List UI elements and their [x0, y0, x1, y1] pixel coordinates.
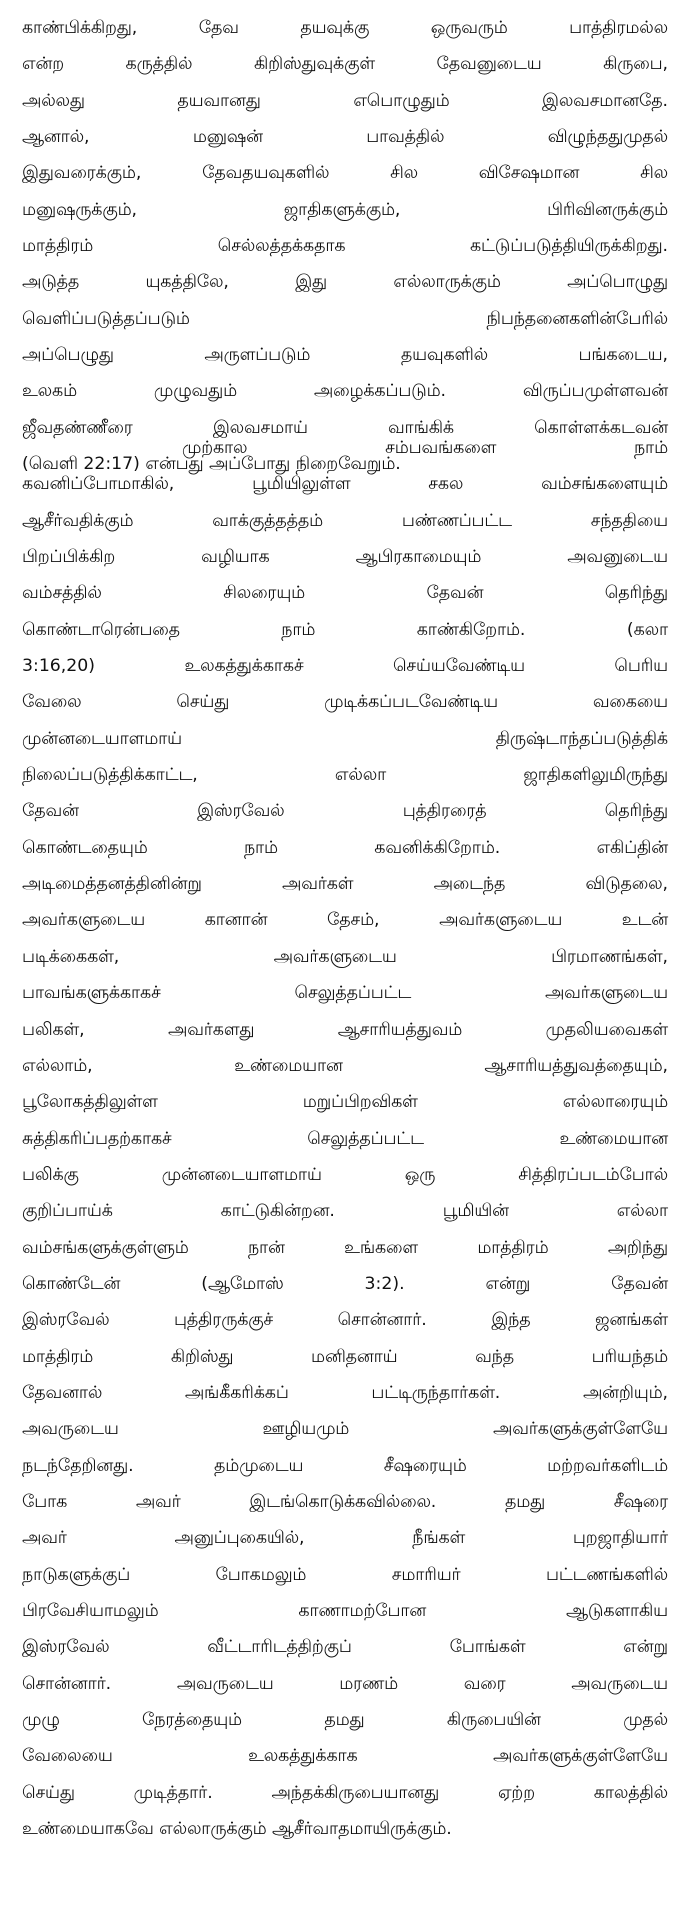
- text-line: அவருடைய ஊழியமும் அவர்களுக்குள்ளேயே: [22, 1419, 668, 1440]
- text-line: கொண்டாரென்பதை நாம் காண்கிறோம். (கலா: [22, 619, 668, 640]
- paragraph-2: [22, 430, 668, 1847]
- text-line: நாடுகளுக்குப் போகமலும் சமாரியர் பட்டணங்களில்: [22, 1564, 668, 1585]
- text-line: என்ற கருத்தில் கிறிஸ்துவுக்குள் தேவனுடைய கிருபை,: [22, 54, 668, 75]
- text-line: ஜீவதண்ணீரை இலவசமாய் வாங்கிக் கொள்ளக்கடவன்: [22, 417, 668, 438]
- text-line: சுத்திகரிப்பதற்காகச் செலுத்தப்பட்ட உண்மையான: [22, 1128, 668, 1149]
- paragraph-1: [22, 10, 668, 482]
- text-line: செய்து முடித்தார். அந்தக்கிருபையானது ஏற்ற காலத்தில்: [22, 1782, 668, 1803]
- text-line: உலகம் முழுவதும் அழைக்கப்படும். விருப்பமுள்ளவன்: [22, 381, 668, 402]
- text-line: ஆசீர்வதிக்கும் வாக்குத்தத்தம் பண்ணப்பட்ட சந்ததியை: [22, 510, 668, 531]
- text-line: வம்சங்களுக்குள்ளும் நான் உங்களை மாத்திரம் அறிந்து: [22, 1237, 668, 1258]
- text-line: அல்லது தயவானது எபொழுதும் இலவசமானதே.: [22, 90, 668, 111]
- text-line: பூலோகத்திலுள்ள மறுப்பிறவிகள் எல்லாரையும்: [22, 1092, 668, 1113]
- text-line: பலிகள், அவர்களது ஆசாரியத்துவம் முதலியவைகள்: [22, 1019, 668, 1040]
- text-line: 3:16,20) உலகத்துக்காகச் செய்யவேண்டிய பெரிய: [22, 656, 668, 677]
- text-line: கவனிப்போமாகில், பூமியிலுள்ள சகல வம்சங்களையும்: [22, 474, 668, 495]
- text-line: குறிப்பாய்க் காட்டுகின்றன. பூமியின் எல்லா: [22, 1201, 668, 1222]
- text-line: அடிமைத்தனத்தினின்று அவர்கள் அடைந்த விடுதலை,: [22, 874, 668, 895]
- text-line: வம்சத்தில் சிலரையும் தேவன் தெரிந்து: [22, 583, 668, 604]
- text-line: இஸ்ரவேல் புத்திரருக்குச் சொன்னார். இந்த ஜனங்கள்: [22, 1310, 668, 1331]
- text-line: மாத்திரம் கிறிஸ்து மனிதனாய் வந்த பரியந்தம்: [22, 1346, 668, 1367]
- text-line: வேலையை உலகத்துக்காக அவர்களுக்குள்ளேயே: [22, 1746, 668, 1767]
- text-line: இதுவரைக்கும், தேவதயவுகளில் சில விசேஷமான சில: [22, 163, 668, 184]
- text-line: அவர் அனுப்புகையில், நீங்கள் புறஜாதியார்: [22, 1528, 668, 1549]
- text-line: தேவன் இஸ்ரவேல் புத்திரரைத் தெரிந்து: [22, 801, 668, 822]
- text-line: ஆனால், மனுஷன் பாவத்தில் விழுந்ததுமுதல்: [22, 127, 668, 148]
- text-line: உண்மையாகவே எல்லாருக்கும் ஆசீர்வாதமாயிருக்கும்.: [22, 1819, 452, 1840]
- text-line: கொண்டதையும் நாம் கவனிக்கிறோம். எகிப்தின்: [22, 837, 668, 858]
- text-line: முற்கால சம்பவங்களை நாம்: [182, 438, 668, 458]
- text-line: பிரவேசியாமலும் காணாமற்போன ஆடுகளாகிய: [22, 1601, 668, 1621]
- text-line: வேலை செய்து முடிக்கப்படவேண்டிய வகையை: [22, 692, 668, 713]
- text-line: படிக்கைகள், அவர்களுடைய பிரமாணங்கள்,: [22, 946, 668, 967]
- text-line: பலிக்கு முன்னடையாளமாய் ஒரு சித்திரப்படம்போல்: [22, 1164, 668, 1185]
- text-line: எல்லாம், உண்மையான ஆசாரியத்துவத்தையும்,: [22, 1055, 668, 1076]
- text-line: (வெளி 22:17) என்பது அப்போது நிறைவேறும்.: [22, 454, 401, 475]
- text-line: கொண்டேன் (ஆமோஸ் 3:2). என்று தேவன்: [22, 1273, 668, 1294]
- text-line: அடுத்த யுகத்திலே, இது எல்லாருக்கும் அப்பொழுது: [22, 272, 668, 293]
- text-line: முன்னடையாளமாய் திருஷ்டாந்தப்படுத்திக்: [22, 728, 668, 749]
- text-line: மனுஷருக்கும், ஜாதிகளுக்கும், பிரிவினருக்கும்: [22, 199, 668, 220]
- text-line: பிறப்பிக்கிற வழியாக ஆபிரகாமையும் அவனுடைய: [22, 547, 668, 568]
- text-line: பாவங்களுக்காகச் செலுத்தப்பட்ட அவர்களுடைய: [22, 983, 668, 1004]
- text-line: அப்பெழுது அருளப்படும் தயவுகளில் பங்கடைய,: [22, 345, 668, 366]
- text-line: வெளிப்படுத்தப்படும் நிபந்தனைகளின்பேரில்: [22, 308, 668, 329]
- text-line: சொன்னார். அவருடைய மரணம் வரை அவருடைய: [22, 1673, 668, 1694]
- text-line: தேவனால் அங்கீகரிக்கப் பட்டிருந்தார்கள். அன்றியும்,: [22, 1382, 668, 1403]
- text-line: முழு நேரத்தையும் தமது கிருபையின் முதல்: [22, 1710, 668, 1731]
- text-line: அவர்களுடைய கானான் தேசம், அவர்களுடைய உடன்: [22, 910, 668, 931]
- text-line: இஸ்ரவேல் வீட்டாரிடத்திற்குப் போங்கள் என்று: [22, 1637, 668, 1658]
- text-line: நிலைப்படுத்திக்காட்ட, எல்லா ஜாதிகளிலுமிருந்து: [22, 765, 668, 786]
- text-line: நடந்தேறினது. தம்முடைய சீஷரையும் மற்றவர்களிடம்: [22, 1455, 668, 1476]
- text-line: மாத்திரம் செல்லத்தக்கதாக கட்டுப்படுத்தியிருக்கிறது.: [22, 236, 668, 257]
- text-line: போக அவர் இடங்கொடுக்கவில்லை. தமது சீஷரை: [22, 1491, 668, 1512]
- text-line: காண்பிக்கிறது, தேவ தயவுக்கு ஒருவரும் பாத்திரமல்ல: [22, 18, 668, 38]
